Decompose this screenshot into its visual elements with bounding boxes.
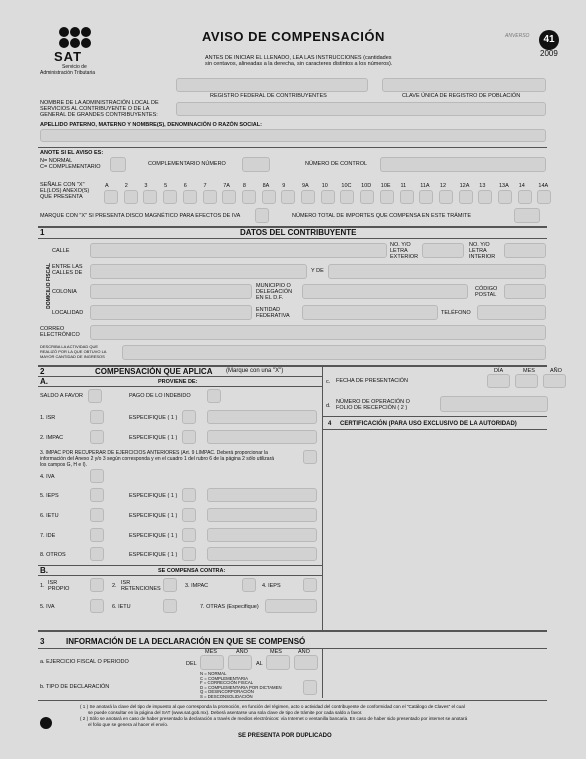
fecha-anio-field[interactable] [543, 374, 566, 388]
c2-num: 2. [112, 583, 117, 589]
anexo-checkbox[interactable] [400, 190, 414, 204]
comp-numero-field[interactable] [242, 157, 270, 172]
impac-compensa-checkbox[interactable] [242, 578, 256, 592]
admin-label-1: NOMBRE DE LA ADMINISTRACIÓN LOCAL DE [40, 100, 159, 106]
tipo-option: F = CORRECCIÓN FISCAL [200, 680, 254, 685]
especifique-label: ESPECIFIQUE ( 1 ) [129, 415, 178, 421]
entidad-label-1: ENTIDAD [256, 307, 281, 313]
fecha-presentacion-label: FECHA DE PRESENTACIÓN [336, 378, 409, 384]
curp-label: CLAVE ÚNICA DE REGISTRO DE POBLACIÓN [402, 93, 521, 99]
anexo-label: 2 [124, 183, 128, 189]
proviene-label: PROVIENE DE: [158, 379, 198, 385]
colonia-field[interactable] [90, 284, 252, 299]
tipo-declaracion-label: b. TIPO DE DECLARACIÓN [40, 684, 110, 690]
tax-row-checkbox[interactable] [90, 410, 104, 424]
anexo-label: 13A [499, 183, 509, 189]
anexo-checkbox[interactable] [203, 190, 217, 204]
note-2-line1: ( 2 ) Sólo se anotará en caso de haber presentado la declaración a través de medios electrónicos: vía Internet o ventanilla bancaria. En caso de haber sido presentado por internet se anotará [80, 716, 468, 721]
admin-label-3: GENERAL DE GRANDES CONTRIBUYENTES: [40, 112, 158, 118]
especifique-label: ESPECIFIQUE ( 1 ) [129, 493, 178, 499]
telefono-label: TELÉFONO [441, 310, 471, 316]
al-mes-field[interactable] [266, 655, 290, 670]
tax-row-checkbox[interactable] [90, 430, 104, 444]
especifique-checkbox[interactable] [182, 410, 196, 424]
anexo-label: 10 [321, 183, 328, 189]
c2-label-2: RETENCIONES [121, 586, 161, 592]
anexo-label: 6 [183, 183, 187, 189]
actividad-label-3: MAYOR CANTIDAD DE INGRESOS [40, 354, 105, 359]
normal-label: N= NORMAL [40, 158, 73, 164]
no-int-field[interactable] [504, 243, 546, 258]
divider [38, 386, 322, 387]
del-mes-label: MES [205, 649, 217, 655]
especifique-checkbox[interactable] [182, 547, 196, 561]
no-ext-field[interactable] [422, 243, 464, 258]
anexo-checkbox[interactable] [380, 190, 394, 204]
anexo-label: 9 [282, 183, 286, 189]
anexo-label: 13 [479, 183, 486, 189]
num-control-label: NÚMERO DE CONTROL [305, 161, 368, 167]
section-1-title: DATOS DEL CONTRIBUYENTE [240, 228, 357, 237]
divider [322, 648, 323, 698]
entidad-field[interactable] [302, 305, 438, 320]
especifique-checkbox[interactable] [182, 528, 196, 542]
otras-compensa-field[interactable] [265, 599, 317, 613]
name-label: APELLIDO PATERNO, MATERNO Y NOMBRE(S), DENOMINACIÓN O RAZÓN SOCIAL: [40, 122, 262, 128]
tax-row-label: 5. IEPS [40, 493, 59, 499]
c1-num: 1. [40, 583, 45, 589]
fecha-anio-label: AÑO [550, 368, 562, 374]
anexo-label: 14A [538, 183, 549, 189]
especifique-field[interactable] [207, 430, 317, 444]
admin-label-2: SERVICIOS AL CONTRIBUYENTE O DE LA [40, 106, 150, 112]
comp-numero-label: COMPLEMENTARIO NÚMERO [148, 161, 226, 167]
total-importes-field[interactable] [514, 208, 540, 223]
no-ext-label-3: EXTERIOR [390, 254, 419, 260]
anexo-checkbox[interactable] [301, 190, 315, 204]
anexo-checkbox[interactable] [340, 190, 354, 204]
anote-label: ANOTE SI EL AVISO ES: [40, 150, 104, 156]
y-de-field[interactable] [328, 264, 546, 279]
note-1-line2: se puede consultar en la página del SAT (www.sat.gob.mx). Deberá asentarse una sola clave de tipo de trámite por cada saldo a favor. [88, 710, 363, 715]
name-field[interactable] [40, 129, 546, 142]
anexo-checkbox[interactable] [262, 190, 276, 204]
divider [38, 238, 547, 239]
part-b-label: B. [40, 566, 48, 575]
anexo-label: 11 [400, 183, 407, 189]
anexo-label: 12 [439, 183, 447, 189]
anexo-label: 12A [459, 183, 470, 189]
operacion-label-1: NÚMERO DE OPERACIÓN O [336, 399, 410, 405]
divider [38, 147, 547, 148]
anexo-checkbox[interactable] [478, 190, 492, 204]
instructions-line2: sin centavos, alineadas a la derecha, sin caracteres distintos a los números). [205, 61, 393, 67]
tipo-option: S = DESCONSOLIDACIÓN [200, 693, 253, 699]
divider [38, 565, 322, 566]
fecha-dia-label: DÍA [494, 368, 504, 374]
tipo-declaracion-field[interactable] [303, 680, 317, 695]
form-year: 2009 [540, 49, 558, 58]
isr-retenciones-checkbox[interactable] [163, 578, 177, 592]
anexo-label: A [105, 183, 109, 189]
especifique-field[interactable] [207, 547, 317, 561]
especifique-field[interactable] [207, 528, 317, 542]
section-3-title: INFORMACIÓN DE LA DECLARACIÓN EN QUE SE COMPENSÓ [66, 637, 306, 646]
anexo-checkbox[interactable] [537, 190, 551, 204]
ieps-compensa-checkbox[interactable] [303, 578, 317, 592]
note-2-line2: el folio que se genera al hacer el envío. [88, 722, 169, 727]
municipio-label-2: DELEGACIÓN [256, 289, 293, 295]
tipo-option: D = COMPLEMENTARIA POR DICTAMEN [200, 684, 282, 690]
pago-indebido-label: PAGO DE LO INDEBIDO [129, 393, 191, 399]
impac-ant-line3: los campos G, H e I). [40, 462, 87, 468]
logo-text: SAT [54, 49, 83, 64]
tax-row-label: 1. ISR [40, 415, 56, 421]
senale-label-1: SEÑALE CON "X" [40, 182, 85, 188]
tax-row-label: 7. IDE [40, 533, 56, 539]
operacion-field[interactable] [440, 396, 548, 412]
especifique-field[interactable] [207, 508, 317, 522]
c7-label: 7. OTRAS (Especifique) [200, 604, 259, 610]
anexo-checkbox[interactable] [518, 190, 532, 204]
tax-row-checkbox[interactable] [90, 508, 104, 522]
num-control-field[interactable] [380, 157, 546, 172]
municipio-label-3: EN EL D.F. [256, 295, 283, 301]
correo-label-2: ELECTRÓNICO [40, 332, 80, 338]
cp-label-1: CÓDIGO [475, 286, 498, 292]
especifique-field[interactable] [207, 410, 317, 424]
tax-row-label: 8. OTROS [40, 552, 66, 558]
anexo-checkbox[interactable] [222, 190, 236, 204]
tipo-option: C = COMPLEMENTARIA [200, 675, 249, 681]
part-c-label: c. [326, 379, 331, 385]
calle-label: CALLE [52, 248, 70, 254]
anexo-label: 9A [302, 183, 309, 189]
tax-row-checkbox[interactable] [90, 488, 104, 502]
anexo-label: 7A [223, 183, 230, 189]
anexo-checkbox[interactable] [143, 190, 157, 204]
curp-field[interactable] [382, 78, 546, 92]
especifique-label: ESPECIFIQUE ( 1 ) [129, 552, 178, 558]
al-label: AL [256, 661, 263, 667]
registration-dot-icon [40, 717, 52, 729]
divider [38, 648, 547, 649]
correo-label-1: CORREO [40, 326, 65, 332]
sat-logo [40, 26, 104, 80]
anexo-checkbox[interactable] [242, 190, 256, 204]
section-1-number: 1 [40, 228, 45, 237]
tipo-option: Q = DESINCORPORACIÓN [200, 689, 254, 694]
saldo-favor-checkbox[interactable] [88, 389, 102, 403]
entidad-label-2: FEDERATIVA [256, 313, 290, 319]
operacion-label-2: FOLIO DE RECEPCIÓN ( 2 ) [336, 405, 408, 411]
municipio-field[interactable] [302, 284, 468, 299]
divider [38, 700, 547, 701]
anexo-label: 10E [380, 183, 391, 189]
impac-ant-checkbox[interactable] [303, 450, 317, 464]
compensa-label: SE COMPENSA CONTRA: [158, 568, 226, 574]
section-4-number: 4 [328, 421, 332, 427]
c2-label-1: ISR [121, 580, 131, 586]
del-anio-label: AÑO [236, 649, 248, 655]
no-ext-label-2: LETRA [390, 248, 408, 254]
del-anio-field[interactable] [228, 655, 252, 670]
section-2-subtitle: (Marque con una "X") [226, 368, 284, 374]
aviso-type-field[interactable] [110, 157, 126, 172]
especifique-label: ESPECIFIQUE ( 1 ) [129, 435, 178, 441]
divider [38, 376, 322, 377]
anexo-checkbox[interactable] [419, 190, 433, 204]
impac-ant-line2: información del Anexo 2 y/o 3 según corresponda y en el cuadro 1 del rubro 6 de la página 2 sólo utilizará [40, 456, 275, 462]
anexo-checkbox[interactable] [498, 190, 512, 204]
al-mes-label: MES [270, 649, 282, 655]
localidad-field[interactable] [90, 305, 252, 320]
total-importes-label: NÚMERO TOTAL DE IMPORTES QUE COMPENSA EN ESTE TRÁMITE [292, 213, 471, 219]
logo-sub1: Servicio de [62, 64, 87, 70]
no-ext-label-1: NO. Y/O [390, 242, 411, 248]
tax-row-checkbox[interactable] [90, 528, 104, 542]
especifique-checkbox[interactable] [182, 430, 196, 444]
fecha-mes-label: MES [523, 368, 535, 374]
senale-label-2: EL(LOS) ANEXO(S) [40, 188, 90, 194]
divider [322, 416, 547, 417]
divider [322, 429, 547, 430]
saldo-favor-label: SALDO A FAVOR [40, 393, 83, 399]
c3-label: 3. IMPAC [185, 583, 209, 589]
especifique-field[interactable] [207, 488, 317, 502]
municipio-label-1: MUNICIPIO O [256, 283, 291, 289]
anexo-checkbox[interactable] [321, 190, 335, 204]
tax-row-label: 6. IETU [40, 513, 59, 519]
anexo-checkbox[interactable] [124, 190, 138, 204]
anexo-label: 7 [203, 183, 207, 189]
tax-row-checkbox[interactable] [90, 469, 104, 483]
pago-indebido-checkbox[interactable] [207, 389, 221, 403]
anexo-label: 14 [518, 183, 525, 189]
anexo-label: 5 [164, 183, 168, 189]
del-label: DEL [186, 661, 197, 667]
c1-label-2: PROPIO [48, 586, 70, 592]
domicilio-fiscal-text: DOMICILIO FISCAL [46, 263, 52, 309]
tax-row-label: 2. IMPAC [40, 435, 64, 441]
actividad-label-2: REALIZÓ POR LA QUE OBTUVO LA [40, 349, 107, 354]
c5-label: 5. IVA [40, 604, 55, 610]
divider [38, 575, 322, 576]
ejercicio-label: a. EJERCICIO FISCAL O PERIODO [40, 659, 129, 665]
cp-field[interactable] [504, 284, 546, 299]
anexo-checkbox[interactable] [439, 190, 453, 204]
anexo-checkbox[interactable] [281, 190, 295, 204]
anverso-label: ANVERSO [505, 33, 530, 39]
divider [322, 366, 323, 630]
y-de-label: Y DE [311, 268, 324, 274]
section-3-number: 3 [40, 637, 45, 646]
anexo-label: 8 [242, 183, 246, 189]
anexo-label: 10D [361, 183, 372, 189]
anexo-label: 3 [144, 183, 148, 189]
actividad-field[interactable] [122, 345, 546, 360]
anexo-label: 10C [341, 183, 352, 189]
form-number-badge [539, 30, 559, 50]
cp-label-2: POSTAL [475, 292, 497, 298]
disco-checkbox[interactable] [255, 208, 269, 223]
especifique-checkbox[interactable] [182, 488, 196, 502]
actividad-label-1: DESCRIBA LA ACTIVIDAD QUE [40, 344, 99, 349]
no-int-label-1: NO. Y/O [469, 242, 490, 248]
al-anio-field[interactable] [294, 655, 318, 670]
fecha-dia-field[interactable] [487, 374, 510, 388]
del-mes-field[interactable] [200, 655, 224, 670]
anexo-checkbox[interactable] [360, 190, 374, 204]
tax-row-label: 4. IVA [40, 474, 55, 480]
tipo-option: N = NORMAL [200, 671, 227, 676]
section-2-number: 2 [40, 367, 45, 376]
logo-sub2: Administración Tributaria [40, 70, 96, 76]
anexo-checkbox[interactable] [183, 190, 197, 204]
note-1-line1: ( 1 ) Se anotará la clave del tipo de impuesto al que corresponda la promoción, en función del régimen, acto o actividad del contribuyente de conformidad con el "Catálogo de Claves" el cual [80, 704, 465, 709]
entre-calle-field[interactable] [90, 264, 307, 279]
fecha-mes-field[interactable] [515, 374, 538, 388]
anexo-checkbox[interactable] [163, 190, 177, 204]
rfc-field[interactable] [176, 78, 368, 92]
admin-field[interactable] [176, 102, 546, 116]
anexo-checkbox[interactable] [104, 190, 118, 204]
especifique-label: ESPECIFIQUE ( 1 ) [129, 533, 178, 539]
complementario-label: C= COMPLEMENTARIO [40, 164, 101, 170]
iva-compensa-checkbox[interactable] [90, 599, 104, 613]
entre-label-2: CALLES DE [52, 270, 83, 276]
section-4-title: CERTIFICACIÓN (PARA USO EXCLUSIVO DE LA AUTORIDAD) [340, 421, 517, 427]
localidad-label: LOCALIDAD [52, 310, 84, 316]
footer-text: SE PRESENTA POR DUPLICADO [238, 733, 332, 739]
instructions-line1: ANTES DE INICIAR EL LLENADO, LEA LAS INSTRUCCIONES (cantidades [205, 55, 392, 61]
especifique-checkbox[interactable] [182, 508, 196, 522]
senale-label-3: QUE PRESENTA [40, 194, 83, 200]
calle-field[interactable] [90, 243, 387, 258]
c6-label: 6. IETU [112, 604, 131, 610]
part-d-label: d. [326, 403, 331, 409]
correo-field[interactable] [90, 325, 546, 340]
c1-label-1: ISR [48, 580, 58, 586]
anexo-label: 11A [420, 183, 430, 189]
tax-row-checkbox[interactable] [90, 547, 104, 561]
impac-ant-line1: 3. IMPAC POR RECUPERAR DE EJERCICIOS ANTERIORES (Art. 9 LIMPAC. Deberá proporcionar la [40, 450, 268, 456]
disco-label: MARQUE CON "X" SI PRESENTA DISCO MAGNÉTICO PARA EFECTOS DE IVA [40, 213, 241, 219]
entre-label-1: ENTRE LAS [52, 264, 83, 270]
section-2-title: COMPENSACIÓN QUE APLICA [95, 367, 213, 376]
al-anio-label: AÑO [298, 649, 310, 655]
especifique-label: ESPECIFIQUE ( 1 ) [129, 513, 178, 519]
telefono-field[interactable] [477, 305, 546, 320]
ietu-compensa-checkbox[interactable] [163, 599, 177, 613]
isr-propio-checkbox[interactable] [90, 578, 104, 592]
form-title: AVISO DE COMPENSACIÓN [202, 29, 385, 44]
rfc-label: REGISTRO FEDERAL DE CONTRIBUYENTES [210, 93, 327, 99]
no-int-label-2: LETRA [469, 248, 487, 254]
part-a-label: A. [40, 377, 48, 386]
anexo-label: 8A [262, 183, 270, 189]
anexo-checkbox[interactable] [459, 190, 473, 204]
no-int-label-3: INTERIOR [469, 254, 496, 260]
form-number: 41 [543, 34, 555, 45]
divider [38, 630, 547, 632]
colonia-label: COLONIA [52, 289, 77, 295]
c4-label: 4. IEPS [262, 583, 281, 589]
